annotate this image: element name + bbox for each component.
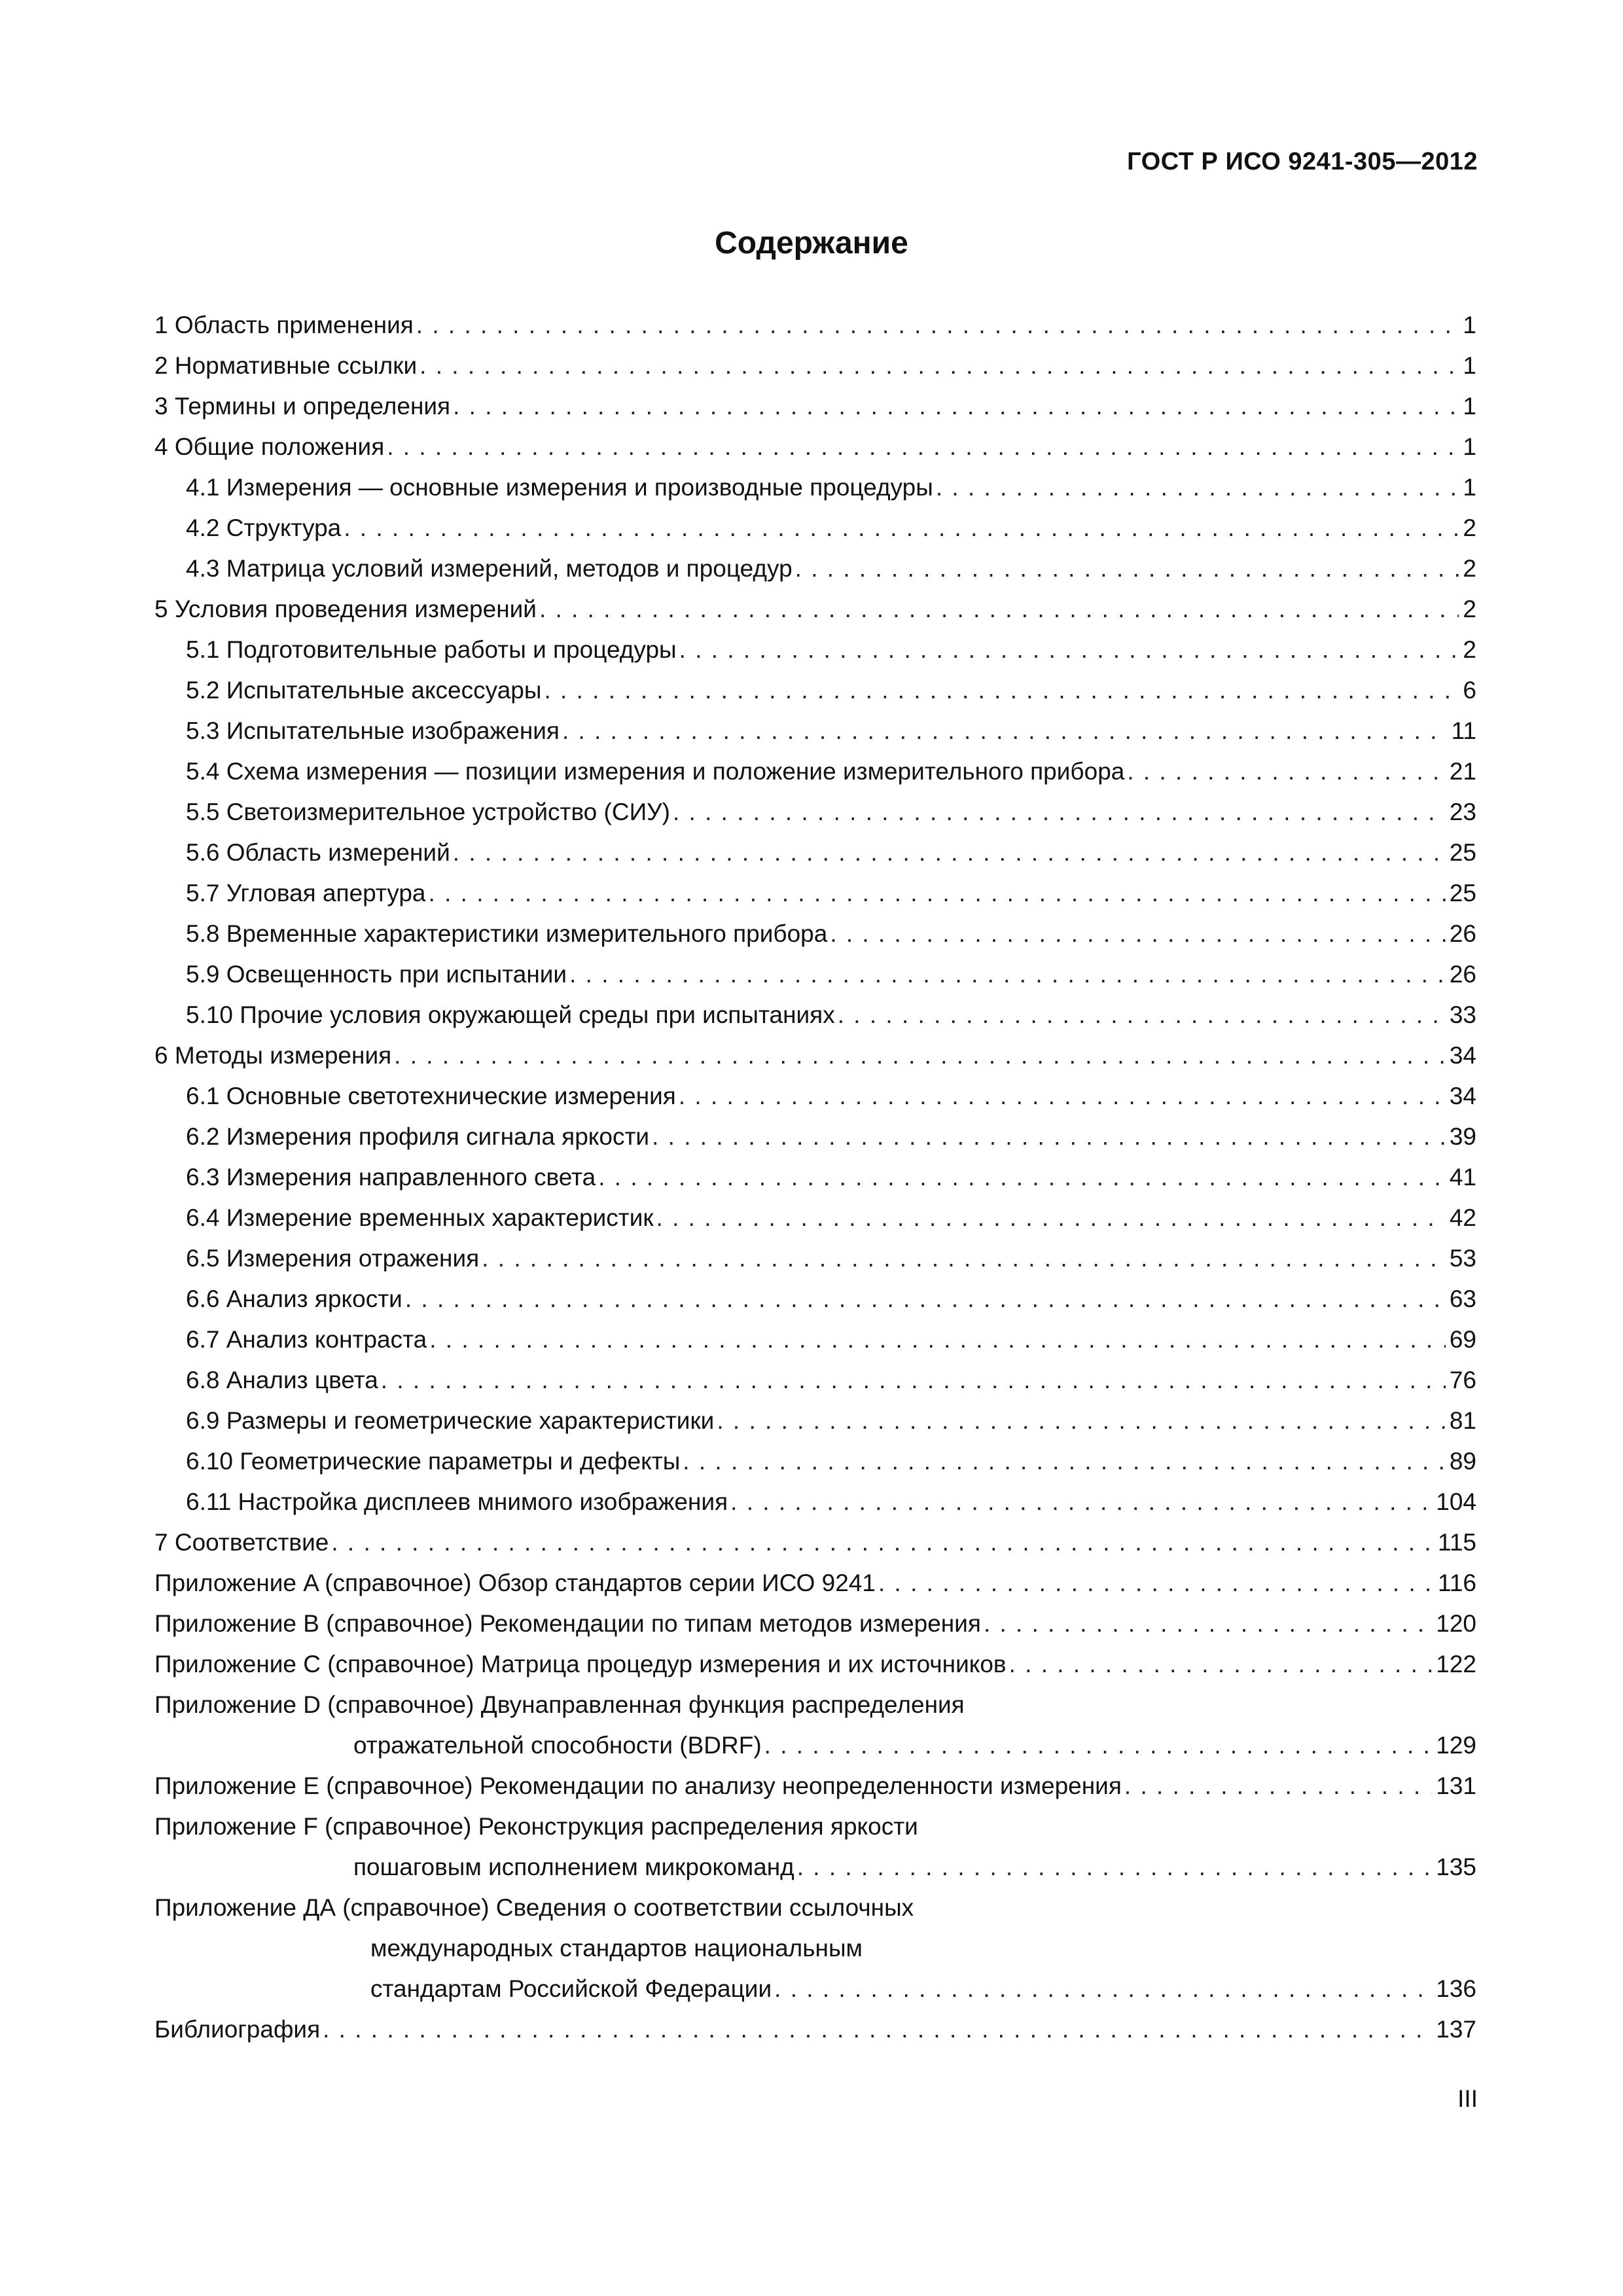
toc-leader-dots — [679, 1076, 1446, 1117]
toc-leader-dots — [797, 1847, 1433, 1888]
toc-entry-title: 1 Область применения — [154, 305, 416, 346]
toc-entry[interactable] — [154, 792, 1476, 833]
toc-entry-title: стандартам Российской Федерации — [370, 1969, 774, 2009]
toc-entry-title: 4.3 Матрица условий измерений, методов и процедур — [186, 548, 795, 589]
toc-entry[interactable] — [154, 873, 1476, 914]
toc-entry-page: 89 — [1446, 1441, 1476, 1482]
toc-leader-dots — [344, 508, 1459, 548]
toc-leader-dots — [419, 346, 1459, 386]
toc-entry-title: 5.5 Светоизмерительное устройство (СИУ) — [186, 792, 673, 833]
toc-entry[interactable] — [154, 1482, 1476, 1522]
toc-entry-title: 5.8 Временные характеристики измерительного прибора — [186, 914, 830, 954]
toc-entry[interactable] — [154, 1604, 1476, 1644]
toc-entry-title: международных стандартов национальным — [370, 1935, 865, 1962]
toc-entry-title: 4.1 Измерения — основные измерения и производные процедуры — [186, 467, 936, 508]
toc-entry-title: Приложение B (справочное) Рекомендации по типам методов измерения — [154, 1604, 984, 1644]
toc-entry[interactable] — [154, 1441, 1476, 1482]
toc-entry[interactable] — [154, 954, 1476, 995]
toc-entry-page: 53 — [1446, 1238, 1476, 1279]
toc-entry-page: 115 — [1434, 1522, 1476, 1563]
toc-leader-dots — [656, 1198, 1446, 1238]
toc-entry[interactable] — [154, 833, 1476, 873]
toc-entry[interactable] — [154, 1117, 1476, 1157]
toc-entry-title: Приложение F (справочное) Реконструкция распределения яркости — [154, 1813, 921, 1840]
toc-leader-dots — [539, 589, 1459, 630]
toc-entry-page: 131 — [1432, 1766, 1476, 1806]
toc-entry[interactable] — [154, 630, 1476, 670]
toc-leader-dots — [679, 630, 1459, 670]
toc-entry-page: 136 — [1432, 1969, 1476, 2009]
toc-entry[interactable] — [154, 467, 1476, 508]
toc-entry-page: 11 — [1448, 711, 1476, 751]
toc-entry[interactable] — [154, 1198, 1476, 1238]
toc-entry-page: 1 — [1459, 386, 1476, 427]
toc-leader-dots — [764, 1725, 1433, 1766]
toc-entry-page: 1 — [1459, 346, 1476, 386]
toc-entry-page: 116 — [1434, 1563, 1476, 1604]
toc-entry-title: 5.1 Подготовительные работы и процедуры — [186, 630, 679, 670]
toc-entry-title: пошаговым исполнением микрокоманд — [353, 1847, 797, 1888]
toc-entry-page: 26 — [1446, 914, 1476, 954]
toc-entry-page: 1 — [1459, 467, 1476, 508]
toc-entry-page: 76 — [1446, 1360, 1476, 1401]
toc-entry[interactable] — [154, 1157, 1476, 1198]
toc-leader-dots — [387, 427, 1459, 467]
toc-entry[interactable] — [154, 914, 1476, 954]
toc-entry-page: 26 — [1446, 954, 1476, 995]
toc-leader-dots — [381, 1360, 1446, 1401]
toc-entry-page: 137 — [1432, 2009, 1476, 2050]
toc-leader-dots — [394, 1035, 1446, 1076]
toc-entry-title: 5.6 Область измерений — [186, 833, 453, 873]
toc-entry[interactable] — [154, 1644, 1476, 1685]
toc-entry-title: 5.9 Освещенность при испытании — [186, 954, 569, 995]
toc-entry-page: 25 — [1446, 833, 1476, 873]
toc-entry-page: 33 — [1446, 995, 1476, 1035]
toc-leader-dots — [562, 711, 1448, 751]
table-of-contents — [154, 305, 1476, 2050]
toc-entry-page: 63 — [1446, 1279, 1476, 1319]
toc-entry-page: 135 — [1432, 1847, 1476, 1888]
toc-leader-dots — [331, 1522, 1434, 1563]
toc-entry[interactable] — [154, 1279, 1476, 1319]
toc-leader-dots — [429, 873, 1446, 914]
toc-entry-title: Приложение ДА (справочное) Сведения о соответствии ссылочных — [154, 1894, 916, 1921]
toc-entry-title: 6.2 Измерения профиля сигнала яркости — [186, 1117, 652, 1157]
toc-entry[interactable] — [154, 548, 1476, 589]
toc-entry-page: 69 — [1446, 1319, 1476, 1360]
toc-entry[interactable] — [154, 1685, 1476, 1766]
toc-entry[interactable] — [154, 1766, 1476, 1806]
toc-leader-dots — [838, 995, 1446, 1035]
toc-entry[interactable] — [154, 427, 1476, 467]
toc-leader-dots — [405, 1279, 1446, 1319]
toc-entry-title: 6.9 Размеры и геометрические характеристики — [186, 1401, 717, 1441]
toc-entry-page: 39 — [1446, 1117, 1476, 1157]
toc-entry-title: Библиография — [154, 2009, 323, 2050]
toc-entry[interactable] — [154, 1076, 1476, 1117]
toc-entry-title: 5 Условия проведения измерений — [154, 589, 539, 630]
toc-entry-page: 34 — [1446, 1035, 1476, 1076]
toc-entry-title: 6.10 Геометрические параметры и дефекты — [186, 1441, 683, 1482]
page-title: Содержание — [715, 226, 908, 260]
toc-leader-dots — [1124, 1766, 1432, 1806]
toc-entry-page: 2 — [1459, 508, 1476, 548]
toc-entry-page: 104 — [1432, 1482, 1476, 1522]
toc-entry-page: 25 — [1446, 873, 1476, 914]
toc-entry-title: 6.5 Измерения отражения — [186, 1238, 482, 1279]
toc-entry-page: 42 — [1446, 1198, 1476, 1238]
toc-entry-title: 6.4 Измерение временных характеристик — [186, 1198, 656, 1238]
toc-entry[interactable] — [154, 1888, 1476, 2009]
toc-entry[interactable] — [154, 1522, 1476, 1563]
toc-entry-page: 23 — [1446, 792, 1476, 833]
toc-leader-dots — [717, 1401, 1446, 1441]
toc-entry-title: Приложение A (справочное) Обзор стандартов серии ИСО 9241 — [154, 1563, 878, 1604]
page-number: III — [1457, 2085, 1478, 2112]
toc-leader-dots — [652, 1117, 1446, 1157]
toc-entry-page: 1 — [1459, 427, 1476, 467]
toc-entry[interactable] — [154, 1563, 1476, 1604]
toc-entry[interactable] — [154, 1401, 1476, 1441]
toc-entry[interactable] — [154, 305, 1476, 346]
toc-entry-page: 6 — [1459, 670, 1476, 711]
toc-entry-page: 2 — [1459, 630, 1476, 670]
toc-leader-dots — [774, 1969, 1432, 2009]
toc-entry-title: Приложение D (справочное) Двунаправленная функция распределения — [154, 1691, 967, 1718]
toc-entry-title: 4.2 Структура — [186, 508, 344, 548]
toc-leader-dots — [730, 1482, 1432, 1522]
toc-entry-page: 1 — [1459, 305, 1476, 346]
toc-leader-dots — [544, 670, 1459, 711]
toc-leader-dots — [429, 1319, 1446, 1360]
toc-entry-title: 6.8 Анализ цвета — [186, 1360, 381, 1401]
toc-leader-dots — [795, 548, 1459, 589]
toc-entry-page: 21 — [1446, 751, 1476, 792]
toc-entry-page: 41 — [1446, 1157, 1476, 1198]
toc-entry-page: 81 — [1446, 1401, 1476, 1441]
toc-entry[interactable] — [154, 1238, 1476, 1279]
toc-entry-title: Приложение C (справочное) Матрица процедур измерения и их источников — [154, 1644, 1009, 1685]
toc-leader-dots — [1127, 751, 1445, 792]
toc-leader-dots — [453, 833, 1446, 873]
toc-leader-dots — [984, 1604, 1432, 1644]
toc-entry[interactable] — [154, 995, 1476, 1035]
toc-entry-title: 6.7 Анализ контраста — [186, 1319, 429, 1360]
toc-entry-title: 5.3 Испытательные изображения — [186, 711, 562, 751]
toc-leader-dots — [598, 1157, 1446, 1198]
toc-leader-dots — [936, 467, 1459, 508]
toc-entry-title: 6.11 Настройка дисплеев мнимого изображения — [186, 1482, 730, 1522]
toc-entry-title: Приложение E (справочное) Рекомендации по анализу неопределенности измерения — [154, 1766, 1124, 1806]
toc-entry[interactable] — [154, 751, 1476, 792]
toc-entry[interactable] — [154, 1319, 1476, 1360]
toc-entry-title: 6.1 Основные светотехнические измерения — [186, 1076, 679, 1117]
toc-entry[interactable] — [154, 711, 1476, 751]
toc-entry[interactable] — [154, 1035, 1476, 1076]
toc-entry-title: 3 Термины и определения — [154, 386, 453, 427]
toc-entry-page: 122 — [1432, 1644, 1476, 1685]
toc-entry-page: 120 — [1432, 1604, 1476, 1644]
toc-entry-page: 2 — [1459, 548, 1476, 589]
document-code: ГОСТ Р ИСО 9241-305—2012 — [1127, 148, 1478, 175]
toc-leader-dots — [569, 954, 1446, 995]
toc-entry-title: 5.10 Прочие условия окружающей среды при испытаниях — [186, 995, 838, 1035]
toc-entry[interactable] — [154, 1806, 1476, 1888]
toc-leader-dots — [323, 2009, 1432, 2050]
toc-leader-dots — [453, 386, 1459, 427]
toc-entry-title: 6.3 Измерения направленного света — [186, 1157, 598, 1198]
toc-leader-dots — [683, 1441, 1446, 1482]
toc-entry-page: 2 — [1459, 589, 1476, 630]
toc-entry-title: 7 Соответствие — [154, 1522, 331, 1563]
toc-entry-title: 6.6 Анализ яркости — [186, 1279, 405, 1319]
toc-entry[interactable] — [154, 386, 1476, 427]
toc-leader-dots — [878, 1563, 1434, 1604]
toc-entry[interactable] — [154, 1360, 1476, 1401]
toc-entry-page: 129 — [1432, 1725, 1476, 1766]
toc-entry-title: отражательной способности (BDRF) — [353, 1725, 764, 1766]
toc-leader-dots — [673, 792, 1446, 833]
toc-leader-dots — [482, 1238, 1446, 1279]
toc-entry[interactable] — [154, 589, 1476, 630]
toc-entry-title: 5.2 Испытательные аксессуары — [186, 670, 544, 711]
toc-entry-page: 34 — [1446, 1076, 1476, 1117]
toc-entry-title: 5.4 Схема измерения — позиции измерения и положение измерительного прибора — [186, 751, 1127, 792]
toc-entry[interactable] — [154, 670, 1476, 711]
toc-leader-dots — [830, 914, 1446, 954]
toc-entry-title: 2 Нормативные ссылки — [154, 346, 419, 386]
toc-entry[interactable] — [154, 2009, 1476, 2050]
toc-leader-dots — [1009, 1644, 1433, 1685]
toc-entry[interactable] — [154, 508, 1476, 548]
toc-entry-title: 5.7 Угловая апертура — [186, 873, 429, 914]
toc-entry-title: 6 Методы измерения — [154, 1035, 394, 1076]
toc-entry[interactable] — [154, 346, 1476, 386]
toc-entry-title: 4 Общие положения — [154, 427, 387, 467]
toc-leader-dots — [416, 305, 1459, 346]
